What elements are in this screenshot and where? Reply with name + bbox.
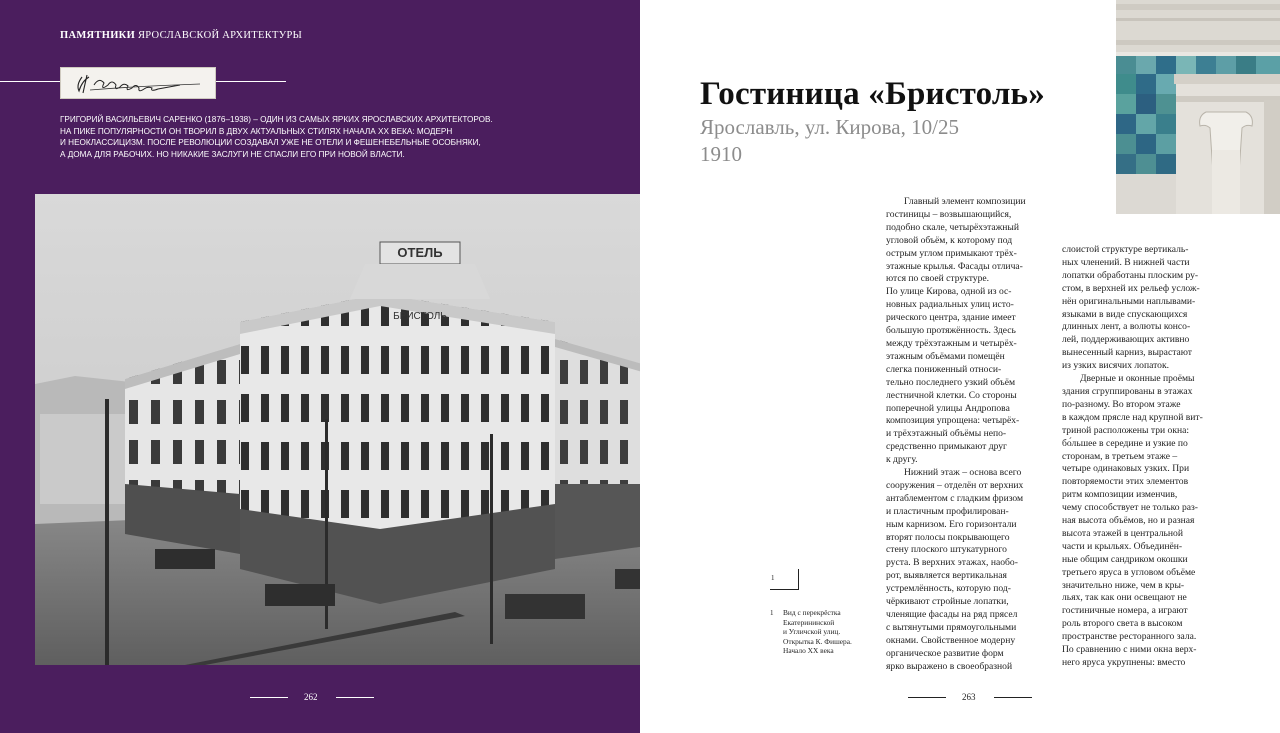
architect-signature xyxy=(60,67,216,99)
article-year: 1910 xyxy=(700,142,742,166)
text-line: рического центра, здание имеет xyxy=(886,312,1016,324)
text-line: повторяемости этих элементов xyxy=(1062,476,1189,488)
facade-detail-photo xyxy=(1116,0,1280,214)
text-line: сторонам, в третьем этаже – xyxy=(1062,450,1178,462)
bio-line: НА ПИКЕ ПОПУЛЯРНОСТИ ОН ТВОРИЛ В ДВУХ АКТУАЛЬНЫХ СТИЛЯХ НАЧАЛА XX ВЕКА: МОДЕРН xyxy=(60,126,453,136)
hotel-sign-text: ОТЕЛЬ xyxy=(397,245,443,260)
text-line: этажные крылья. Фасады отлича- xyxy=(886,260,1023,272)
text-line: поперечной улицы Андропова xyxy=(886,402,1010,414)
text-line: Главный элемент композиции xyxy=(904,196,1026,207)
tile-facade-image xyxy=(1116,0,1280,214)
text-line: чему способствует не только раз- xyxy=(1062,502,1198,514)
hotel-sign-bristol: БРИСТОЛЬ xyxy=(393,311,447,322)
text-line: третьего яруса в угловом объёме xyxy=(1062,566,1196,578)
text-line: Дверные и оконные проёмы xyxy=(1080,373,1195,385)
text-line: вынесенный карниз, вырастают xyxy=(1062,347,1193,359)
text-line: высота этажей в центральной xyxy=(1062,527,1183,539)
text-line: значительно ниже, чем в кры- xyxy=(1062,579,1185,591)
text-line: и пластичным профилирован- xyxy=(886,505,1009,517)
text-column-2 xyxy=(1062,244,1203,670)
text-column-1 xyxy=(886,196,1026,674)
text-line: по-разному. Во втором этаже xyxy=(1062,398,1181,410)
text-line: руста. В верхних этажах, наобо- xyxy=(886,557,1018,569)
text-line: лей, поддерживающих активно xyxy=(1062,334,1190,346)
text-line: в каждом прясле над крупной вит- xyxy=(1062,411,1203,423)
text-line: слоистой структуре вертикаль- xyxy=(1062,244,1189,255)
signature-icon xyxy=(60,67,216,99)
text-line: гостиницы – возвышающийся, xyxy=(886,208,1012,220)
caption-line: Открытка К. Фишера. xyxy=(783,636,852,646)
text-line: членящие фасады на ряд прясел xyxy=(886,609,1018,620)
caption-line: и Угличской улиц. xyxy=(783,627,841,637)
text-line: сооружения – отделён от верхних xyxy=(886,479,1024,491)
text-line: бо́льшее в середине и узкие по xyxy=(1062,437,1188,449)
text-line: стену плоского штукатурного xyxy=(886,544,1007,556)
page-number-left: 262 xyxy=(304,692,318,702)
architect-bio xyxy=(60,114,493,160)
text-line: Нижний этаж – основа всего xyxy=(904,467,1022,479)
text-line: нён оригинальными наплывами- xyxy=(1062,295,1196,307)
text-line: ные общим сандриком окошки xyxy=(1062,553,1188,565)
text-line: ются по своей структуре. xyxy=(886,273,990,285)
hotel-historic-photo xyxy=(35,194,745,665)
text-line: роль второго света в высоком xyxy=(1062,618,1183,630)
text-line: По сравнению с ними окна верх- xyxy=(1062,644,1197,656)
text-line: острым углом примыкают трёх- xyxy=(886,247,1017,259)
text-line: с вытянутыми прямоугольными xyxy=(886,621,1017,633)
text-line: ным карнизом. Его горизонтали xyxy=(886,518,1017,530)
bio-line: А ДОМА ДЛЯ РАБОЧИХ. НО НИКАКИЕ ЗАСЛУГИ НЕ СПАСЛИ ЕГО ПРИ НОВОЙ ВЛАСТИ. xyxy=(60,149,405,159)
text-line: этажным объёмами помещён xyxy=(886,350,1005,362)
text-line: чёркивают стройные лопатки, xyxy=(886,596,1009,608)
text-line: средственно примыкают друг xyxy=(886,441,1007,453)
caption-number-marker: 1 xyxy=(771,574,775,582)
bio-line: И НЕОКЛАССИЦИЗМ. ПОСЛЕ РЕВОЛЮЦИИ СОЗДАВАЛ УЖЕ НЕ ОТЕЛИ И ФЕШЕНЕБЕЛЬНЫЕ ОСОБНЯКИ, xyxy=(60,138,481,147)
section-title xyxy=(60,30,302,41)
article-title: Гостиница «Бристоль» xyxy=(700,76,1045,112)
hotel-building-image xyxy=(35,194,745,665)
section-title-rest: ЯРОСЛАВСКОЙ АРХИТЕКТУРЫ xyxy=(135,30,303,41)
caption-line: Начало XX века xyxy=(783,646,834,656)
text-line: стом, в верхней их рельеф услож- xyxy=(1062,282,1200,294)
page-num-rule-right xyxy=(994,697,1032,698)
text-line: длинных лент, а волюты консо- xyxy=(1062,321,1191,333)
page-num-rule-right xyxy=(908,697,946,698)
text-line: устремлённость, которую под- xyxy=(886,583,1011,595)
text-line: новных радиальных улиц исто- xyxy=(886,299,1014,311)
bio-line: ГРИГОРИЙ ВАСИЛЬЕВИЧ САРЕНКО (1876–1938) – ОДИН ИЗ САМЫХ ЯРКИХ ЯРОСЛАВСКИХ АРХИТЕКТОРОВ. xyxy=(60,115,493,124)
page-num-rule-left xyxy=(250,697,288,698)
text-line: между трёхэтажным и четырёх- xyxy=(886,337,1017,349)
text-line: окнами. Свойственное модерну xyxy=(886,634,1016,646)
text-line: ярко выражено в своеобразной xyxy=(886,660,1013,672)
caption-line: Екатерининской xyxy=(783,617,835,627)
text-line: ных членений. В нижней части xyxy=(1062,256,1190,268)
text-line: антаблементом с гладким фризом xyxy=(886,492,1024,504)
text-line: лопатки обработаны плоским ру- xyxy=(1062,269,1199,281)
text-line: подобно скале, четырёхэтажный xyxy=(886,221,1019,233)
article-subtitle xyxy=(700,114,959,168)
text-line: части и крыльях. Объединён- xyxy=(1062,540,1183,552)
text-line: триной расположены три окна: xyxy=(1062,424,1190,436)
text-line: лестничной клетки. Со стороны xyxy=(886,389,1017,401)
text-line: рот, выявляется вертикальная xyxy=(886,570,1007,582)
text-line: гостиничные номера, а играют xyxy=(1062,605,1188,617)
caption-number: 1 xyxy=(770,609,774,617)
photo-caption xyxy=(783,608,852,656)
article-address: Ярославль, ул. Кирова, 10/25 xyxy=(700,115,959,139)
page-number-right: 263 xyxy=(962,692,976,702)
text-line: к другу. xyxy=(886,454,918,466)
text-line: По улице Кирова, одной из ос- xyxy=(886,286,1012,298)
text-line: здания сгруппированы в этажах xyxy=(1062,385,1193,397)
text-line: композиция упрощена: четырёх- xyxy=(886,415,1020,427)
text-line: четыре одинаковых узких. При xyxy=(1062,463,1190,475)
caption-line: Вид с перекрёстка xyxy=(783,608,841,617)
text-line: и трёхэтажный объёмы непо- xyxy=(886,428,1007,440)
text-line: угловой объём, к которому под xyxy=(886,234,1013,246)
text-line: слегка пониженный относи- xyxy=(886,363,1002,375)
text-line: льях, так как они освещают не xyxy=(1062,592,1187,604)
text-line: ная высота объёмов, но и разная xyxy=(1062,515,1195,527)
text-line: органическое развитие форм xyxy=(886,647,1004,659)
text-line: языками в виде спускающихся xyxy=(1062,308,1188,320)
text-line: большую протяжённость. Здесь xyxy=(886,325,1016,337)
page-num-rule-left xyxy=(336,697,374,698)
text-line: ритм композиции изменчив, xyxy=(1062,489,1178,501)
text-line: пространстве ресторанного зала. xyxy=(1062,631,1197,643)
text-line: вторят полосы покрывающего xyxy=(886,531,1010,543)
text-line: него яруса укрупнены: вместо xyxy=(1062,657,1186,668)
text-line: тельно последнего узкий объём xyxy=(886,376,1016,388)
section-title-bold: ПАМЯТНИКИ xyxy=(60,30,136,41)
text-line: из узких висячих лопаток. xyxy=(1062,360,1170,372)
